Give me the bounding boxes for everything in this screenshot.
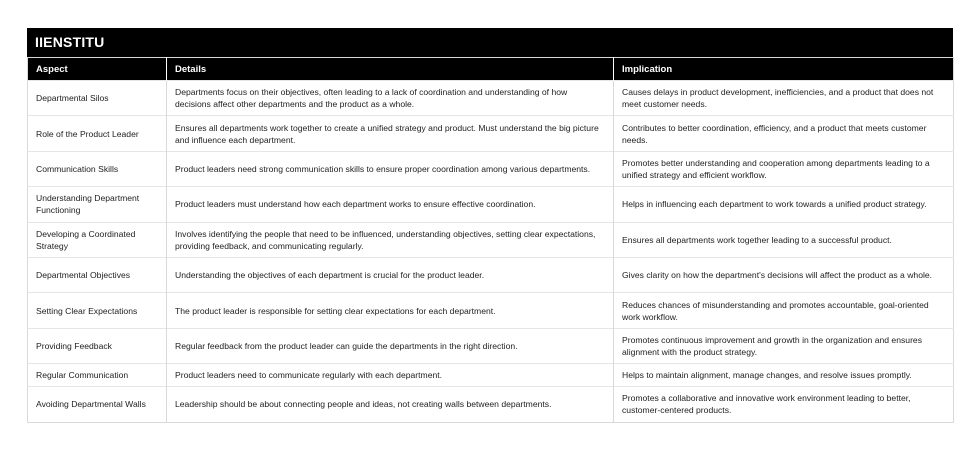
content-table-container — [27, 28, 953, 423]
cell-details: Ensures all departments work together to create a unified strategy and product. Must understand the big picture and influence each department. — [167, 116, 614, 151]
cell-aspect: Understanding Department Functioning — [28, 187, 167, 222]
cell-details: Product leaders must understand how each department works to ensure effective coordination. — [167, 187, 614, 222]
brand-banner: IIENSTITU — [27, 28, 953, 57]
aspect-table — [27, 57, 954, 423]
table-row — [28, 387, 954, 422]
cell-aspect: Developing a Coordinated Strategy — [28, 222, 167, 257]
cell-aspect: Departmental Objectives — [28, 257, 167, 292]
table-row — [28, 328, 954, 363]
table-row — [28, 293, 954, 328]
cell-details: Leadership should be about connecting people and ideas, not creating walls between departments. — [167, 387, 614, 422]
table-row — [28, 257, 954, 292]
cell-details: Departments focus on their objectives, often leading to a lack of coordination and understanding of how decisions affect other departments and the product as a whole. — [167, 81, 614, 116]
cell-implication: Causes delays in product development, inefficiencies, and a product that does not meet customer needs. — [614, 81, 954, 116]
table-row — [28, 81, 954, 116]
cell-implication: Ensures all departments work together leading to a successful product. — [614, 222, 954, 257]
cell-implication: Gives clarity on how the department's decisions will affect the product as a whole. — [614, 257, 954, 292]
cell-aspect: Avoiding Departmental Walls — [28, 387, 167, 422]
cell-aspect: Setting Clear Expectations — [28, 293, 167, 328]
cell-implication: Helps to maintain alignment, manage changes, and resolve issues promptly. — [614, 364, 954, 387]
table-row — [28, 222, 954, 257]
cell-implication: Promotes better understanding and cooperation among departments leading to a unified strategy and efficient workflow. — [614, 151, 954, 186]
cell-aspect: Role of the Product Leader — [28, 116, 167, 151]
cell-details: The product leader is responsible for setting clear expectations for each department. — [167, 293, 614, 328]
cell-details: Product leaders need strong communication skills to ensure proper coordination among various departments. — [167, 151, 614, 186]
cell-aspect: Regular Communication — [28, 364, 167, 387]
cell-details: Involves identifying the people that need to be influenced, understanding objectives, setting clear expectations, providing feedback, and communicating regularly. — [167, 222, 614, 257]
table-header-row — [28, 58, 954, 81]
cell-implication: Promotes continuous improvement and growth in the organization and ensures alignment with the product strategy. — [614, 328, 954, 363]
cell-details: Regular feedback from the product leader can guide the departments in the right direction. — [167, 328, 614, 363]
cell-implication: Reduces chances of misunderstanding and promotes accountable, goal-oriented work workflow. — [614, 293, 954, 328]
table-row — [28, 116, 954, 151]
cell-aspect: Providing Feedback — [28, 328, 167, 363]
cell-details: Understanding the objectives of each department is crucial for the product leader. — [167, 257, 614, 292]
cell-implication: Helps in influencing each department to work towards a unified product strategy. — [614, 187, 954, 222]
table-row — [28, 364, 954, 387]
header-aspect: Aspect — [36, 63, 68, 75]
cell-aspect: Departmental Silos — [28, 81, 167, 116]
cell-aspect: Communication Skills — [28, 151, 167, 186]
cell-details: Product leaders need to communicate regularly with each department. — [167, 364, 614, 387]
cell-implication: Promotes a collaborative and innovative work environment leading to better, customer-centered products. — [614, 387, 954, 422]
header-implication: Implication — [614, 58, 954, 81]
header-details: Details — [167, 58, 614, 81]
table-row — [28, 151, 954, 186]
cell-implication: Contributes to better coordination, efficiency, and a product that meets customer needs. — [614, 116, 954, 151]
table-row — [28, 187, 954, 222]
